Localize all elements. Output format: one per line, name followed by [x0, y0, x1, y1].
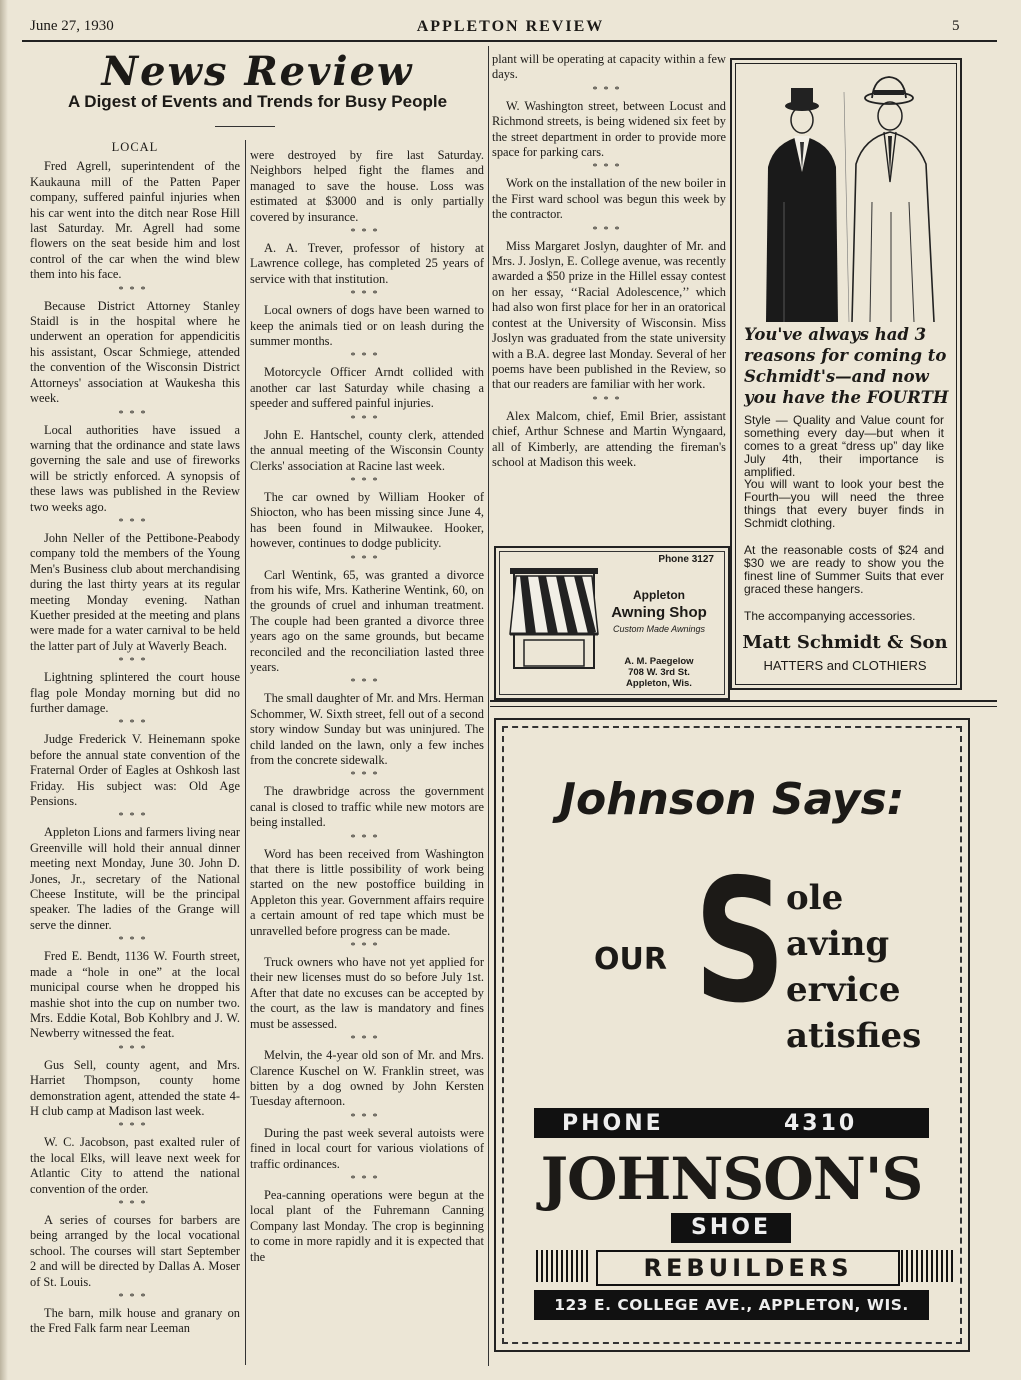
schmidt-clothing-ad — [730, 58, 962, 690]
binding-edge — [0, 0, 8, 1380]
issue-date: June 27, 1930 — [30, 18, 114, 34]
awning-name-line2: Awning Shop — [611, 604, 707, 621]
separator: *** — [118, 656, 152, 668]
separator: *** — [118, 284, 152, 296]
separator: *** — [350, 1111, 384, 1123]
separator: *** — [118, 935, 152, 947]
news-item: A. A. Trever, professor of history at Lawrence college, has completed 25 years of service with that institution. — [250, 241, 484, 286]
masthead-rule — [215, 126, 275, 127]
news-item: Word has been received from Washington that there is little possibility of work being started on the new postoffice building in Appleton this year. Government affairs require a certain amount of red tape which must be unravelled before progress can be made. — [250, 846, 484, 938]
column-rule — [245, 140, 246, 1365]
page-header — [0, 18, 1021, 40]
news-item: Miss Margaret Joslyn, daughter of Mr. and Mrs. J. Joslyn, E. College avenue, was recently awarded a $50 prize in the Hillel essay contest on her essay, ‘‘Racial Adolescence,’’ which had also won first place for her in an oratorical contest at the University of Wisconsin. Miss Joslyn was graduated from the state university with a B.A. degree last Monday. Several of her poems have been published in the Review, so that our readers are familiar with her work. — [492, 238, 726, 392]
store-trade: HATTERS and CLOTHIERS — [763, 658, 927, 673]
phone-label: PHONE — [562, 1111, 664, 1136]
awning-shop-ad — [494, 546, 730, 700]
ad-tagline: You've always had 3 reasons for coming to Schmidt's—and now you have the FOURTH — [744, 325, 949, 407]
news-item: Lightning splintered the court house flag pole Monday morning but did no further damage. — [30, 670, 240, 715]
column-rule — [488, 46, 489, 1366]
news-item: The small daughter of Mr. and Mrs. Herman Schommer, W. Sixth street, fell out of a second story window Sunday but was uninjured. The child landed on the lawn, only a few inches from the concrete sidewalk. — [250, 691, 484, 767]
ad-paragraph: The accompanying accessories. — [744, 609, 916, 623]
two-men-illustration — [744, 72, 949, 322]
news-item: W. C. Jacobson, past exalted ruler of the local Elks, will leave next week for Atlantic City to attend the national convention of the order. — [30, 1135, 240, 1196]
separator: *** — [592, 84, 626, 96]
store-address: 123 E. COLLEGE AVE., APPLETON, WIS. — [534, 1290, 929, 1320]
awning-city: Appleton, Wis. — [626, 678, 692, 689]
separator: *** — [118, 811, 152, 823]
awning-icon — [506, 564, 601, 674]
separator: *** — [350, 553, 384, 565]
awning-name-line1: Appleton — [633, 588, 685, 602]
news-item: W. Washington street, between Locust and Richmond streets, is being widened six feet by the street department in order to provide more space for parking cars. — [492, 98, 726, 160]
phone-number: 4310 — [784, 1111, 858, 1136]
news-item: Work on the installation of the new boiler in the First ward school was begun this week by the contractor. — [492, 176, 726, 222]
column-1 — [30, 140, 240, 1339]
news-item: Gus Sell, county agent, and Mrs. Harriet Thompson, county home demonstration agent, attended the state 4-H club camp at Madison last week. — [30, 1057, 240, 1118]
separator: *** — [118, 1043, 152, 1055]
news-item: The barn, milk house and granary on the Fred Falk farm near Leeman — [30, 1306, 240, 1336]
ad-paragraph: At the reasonable costs of $24 and $30 we are ready to show you the finest line of Summer Suits that ever graced these hangers. — [744, 543, 944, 596]
separator: *** — [118, 1121, 152, 1133]
news-item: A series of courses for barbers are being arranged by the local vocational school. The courses will start September 2 and will be directed by Dallas A. Moser of St. Louis. — [30, 1212, 240, 1289]
separator: *** — [350, 1034, 384, 1046]
store-signature: Matt Schmidt & Son — [742, 632, 948, 653]
news-item: Motorcycle Officer Arndt collided with another car last Saturday while chasing a speeder and suffered painful injuries. — [250, 365, 484, 411]
separator: *** — [592, 224, 626, 236]
news-item: John Neller of the Pettibone-Peabody company told the members of the Young Men's Business club about merchandising during the last thirty years at its regular meeting Monday evening. Nathan Kuether presided at the meeting and plans were made for a water carnival to be held the latter part of July at Waverly Beach. — [30, 530, 240, 653]
ad-our: OUR — [594, 942, 667, 977]
news-item: Melvin, the 4-year old son of Mr. and Mrs. Clarence Kuschel on W. Franklin street, was bitten by a dog owned by John Kersten Tuesday afternoon. — [250, 1048, 484, 1109]
news-item: John E. Hantschel, county clerk, attended the annual meeting of the Wisconsin County Clerks' association at Racine last week. — [250, 427, 484, 473]
news-item: Judge Frederick V. Heinemann spoke before the annual state convention of the Fraternal Order of Eagles at Oshkosh last Friday. His subject was: Old Age Pensions. — [30, 732, 240, 809]
separator: *** — [118, 718, 152, 730]
news-item: Alex Malcom, chief, Emil Brier, assistant chief, Arthur Schnese and Martin Wyngaard, all of Kimberly, are attending the fireman's school at Madison this week. — [492, 408, 726, 469]
column-2 — [250, 148, 484, 1267]
ad-paragraph: You will want to look your best the Fourth—you will need the three things that every buyer finds in Schmidt clothing. — [744, 477, 944, 530]
separator: *** — [118, 516, 152, 528]
separator: *** — [350, 677, 384, 689]
store-name: JOHNSON'S — [540, 1145, 923, 1213]
local-heading: LOCAL — [111, 140, 159, 154]
decorative-stripes — [901, 1250, 956, 1282]
separator: *** — [592, 162, 626, 174]
ad-word: ole — [786, 878, 844, 918]
phone-bar — [534, 1108, 929, 1138]
separator: *** — [350, 289, 384, 301]
header-rule — [22, 40, 997, 42]
shoe-label: SHOE — [671, 1213, 791, 1243]
section-rule — [490, 700, 997, 702]
johnson-shoe-ad — [494, 718, 970, 1352]
ad-word: atisfies — [786, 1016, 922, 1056]
separator: *** — [118, 408, 152, 420]
column-3 — [492, 52, 726, 472]
section-subtitle: A Digest of Events and Trends for Busy People — [67, 92, 448, 111]
separator: *** — [350, 227, 384, 239]
awning-address — [604, 656, 714, 689]
separator: *** — [350, 770, 384, 782]
separator: *** — [350, 941, 384, 953]
separator: *** — [592, 394, 626, 406]
page-number: 5 — [952, 18, 960, 34]
separator: *** — [350, 1173, 384, 1185]
separator: *** — [118, 1198, 152, 1210]
news-item: were destroyed by fire last Saturday. Neighbors helped fight the flames and managed to save the house. Loss was estimated at $3000 and is only partially covered by insurance. — [250, 148, 484, 224]
news-item: The drawbridge across the government canal is closed to traffic while new motors are being installed. — [250, 784, 484, 830]
separator: *** — [118, 1292, 152, 1303]
news-item: Carl Wentink, 65, was granted a divorce from his wife, Mrs. Katherine Wentink, 60, on the grounds of cruel and inhuman treatment. The couple had been granted a divorce three years ago on the same grounds, but became reconciled and the reconciliation lasted three years. — [250, 567, 484, 674]
separator: *** — [350, 475, 384, 487]
ad-paragraph: Style — Quality and Value count for something every day—but when it comes to a great “dress up” day like July 4th, their importance is amplified. — [744, 413, 944, 479]
decorative-stripes — [536, 1250, 591, 1282]
separator: *** — [350, 413, 384, 425]
rebuilders-label: REBUILDERS — [596, 1250, 900, 1286]
news-item: During the past week several autoists were fined in local court for various violations of traffic ordinances. — [250, 1125, 484, 1171]
awning-tagline: Custom Made Awnings — [612, 624, 706, 634]
awning-street: 708 W. 3rd St. — [628, 667, 690, 678]
section-title: News Review — [101, 48, 414, 95]
ad-big-letter: S — [694, 843, 786, 1041]
news-item: Fred E. Bendt, 1136 W. Fourth street, made a “hole in one” at the local municipal course when he dropped his mashie shot into the cup on number two. Mrs. Eddie Kotal, Bob Kohlbry and J. W. Newberry witnessed the feat. — [30, 949, 240, 1041]
news-item: Local authorities have issued a warning that the ordinance and state laws governing the sale and use of fireworks will be strictly enforced. A synopsis of these laws was published in the Review two weeks ago. — [30, 422, 240, 514]
news-item: plant will be operating at capacity within a few days. — [492, 52, 726, 82]
news-item: Local owners of dogs have been warned to keep the animals tied or on leash during the summer months. — [250, 303, 484, 349]
ad-word: ervice — [786, 970, 901, 1010]
section-rule — [490, 706, 997, 707]
separator: *** — [350, 832, 384, 844]
ad-headline: Johnson Says: — [559, 774, 905, 825]
news-item: Pea-canning operations were begun at the local plant of the Fuhremann Canning Company last Monday. The crop is beginning to come in more rapidly and it is expected that the — [250, 1187, 484, 1264]
ad-word: aving — [786, 924, 890, 964]
awning-phone: Phone 3127 — [658, 554, 714, 565]
news-item: The car owned by William Hooker of Shiocton, who has been missing since June 4, has been found in Milwaukee. Hooker, however, continues to dodge publicity. — [250, 489, 484, 551]
news-item: Fred Agrell, superintendent of the Kaukauna mill of the Patten Paper company, suffered painful injuries when his car went into the ditch near Rose Hill last Saturday. Mr. Agrell had some flowers on the seat beside him and lost control of the car when the wind blew them into his face. — [30, 159, 240, 282]
awning-owner: A. M. Paegelow — [624, 656, 694, 667]
news-item: Truck owners who have not yet applied for their new licenses must do so before July 1st. After that date no excuses can be accepted by the court, as the law is mandatory and fines must be assessed. — [250, 955, 484, 1031]
news-item: Appleton Lions and farmers living near Greenville will hold their annual dinner meeting next Monday, June 30. John D. Jones, Jr., secretary of the National Cheese Institute, will be the principal speaker. The ladies of the Grange will serve the dinner. — [30, 825, 240, 932]
separator: *** — [350, 351, 384, 363]
publication-title: APPLETON REVIEW — [416, 18, 605, 35]
news-item: Because District Attorney Stanley Staidl is in the hospital where he underwent an operation for appendicitis his assistant, Oscar Schmiege, attended the convention of the Wisconsin District Attorneys' association at Waukesha this week. — [30, 298, 240, 406]
